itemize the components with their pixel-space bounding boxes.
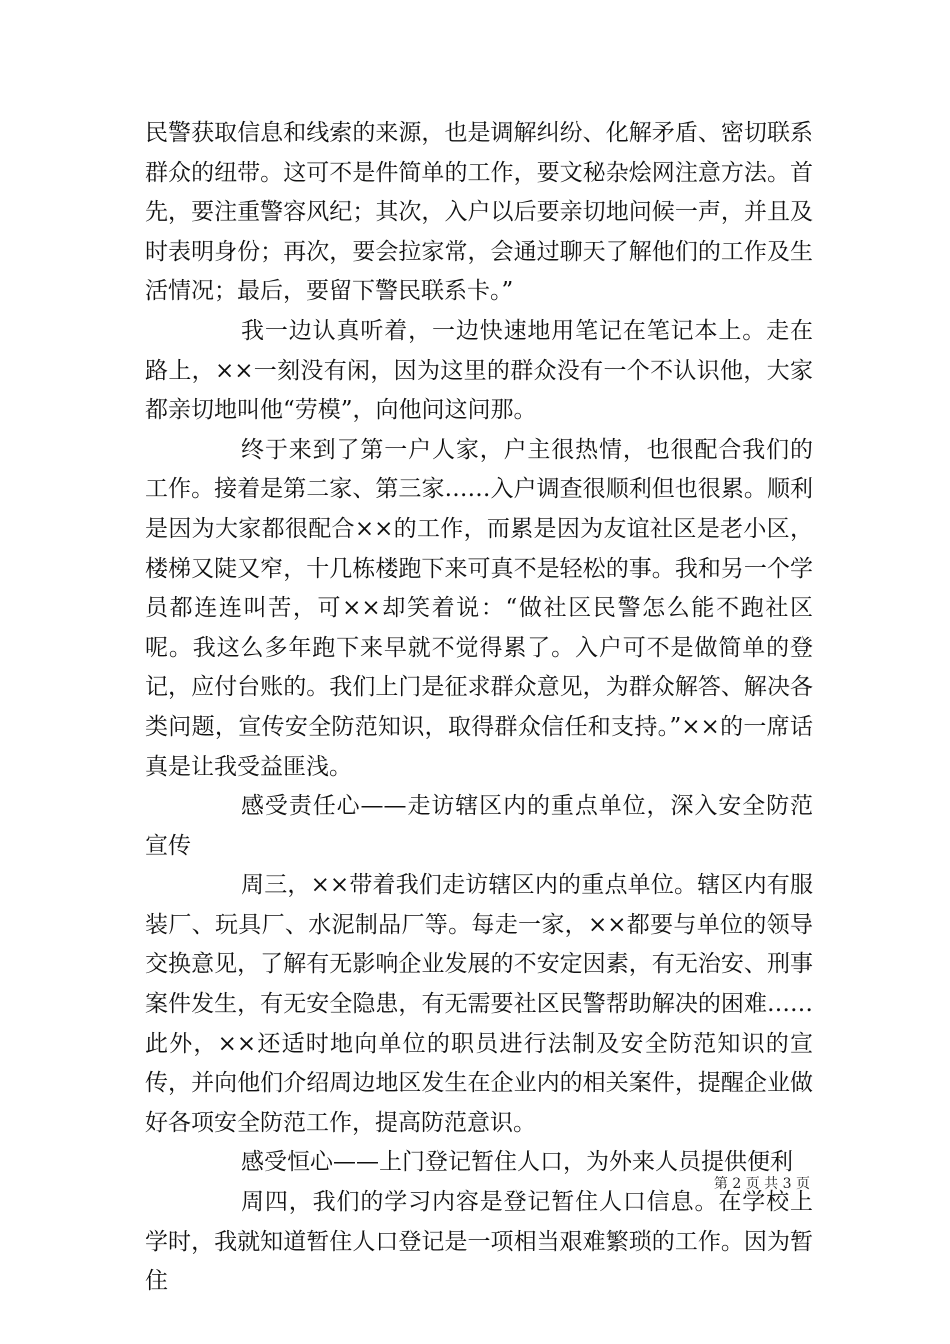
page-number: 第 2 页 共 3 页 — [713, 1176, 810, 1192]
section-heading: 感受责任心——走访辖区内的重点单位，深入安全防范宣传 — [145, 793, 813, 859]
paragraph: 我一边认真听着，一边快速地用笔记在笔记本上。走在路上，××一刻没有闲，因为这里的群众没有一个不认识他，大家都亲切地叫他“劳模”，向他问这问那。 — [145, 317, 813, 424]
paragraph: 终于来到了第一户人家，户主很热情，也很配合我们的工作。接着是第二家、第三家……入户调查很顺利但也很累。顺利是因为大家都很配合××的工作，而累是因为友谊社区是老小区，楼梯又陡又窄，十几栋楼跑下来可真不是轻松的事。我和另一个学员都连连叫苦，可××却笑着说：“做社区民警怎么能不跑社区呢。我这么多年跑下来早就不觉得累了。入户可不是做简单的登记，应付台账的。我们上门是征求群众意见，为群众解答、解决各类问题，宣传安全防范知识，取得群众信任和支持。”××的一席话真是让我受益匪浅。 — [145, 436, 813, 780]
paragraph: 周三，××带着我们走访辖区内的重点单位。辖区内有服装厂、玩具厂、水泥制品厂等。每走一家，××都要与单位的领导交换意见，了解有无影响企业发展的不安定因素，有无治安、刑事案件发生，有无安全隐患，有无需要社区民警帮助解决的困难……此外，××还适时地向单位的职员进行法制及安全防范知识的宣传，并向他们介绍周边地区发生在企业内的相关案件，提醒企业做好各项安全防范工作，提高防范意识。 — [145, 872, 813, 1136]
document-body — [145, 114, 813, 1302]
paragraph-continued: 民警获取信息和线索的来源，也是调解纠纷、化解矛盾、密切联系群众的纽带。这可不是件简单的工作，要文秘杂烩网注意方法。首先，要注重警容风纪；其次，入户以后要亲切地问候一声，并且及时表明身份；再次，要会拉家常，会通过聊天了解他们的工作及生活情况；最后，要留下警民联系卡。” — [145, 120, 813, 305]
section-heading: 感受恒心——上门登记暂住人口，为外来人员提供便利 — [241, 1149, 793, 1176]
paragraph: 周四，我们的学习内容是登记暂住人口信息。在学校上学时，我就知道暂住人口登记是一项相当艰难繁琐的工作。因为暂住 — [145, 1189, 813, 1295]
